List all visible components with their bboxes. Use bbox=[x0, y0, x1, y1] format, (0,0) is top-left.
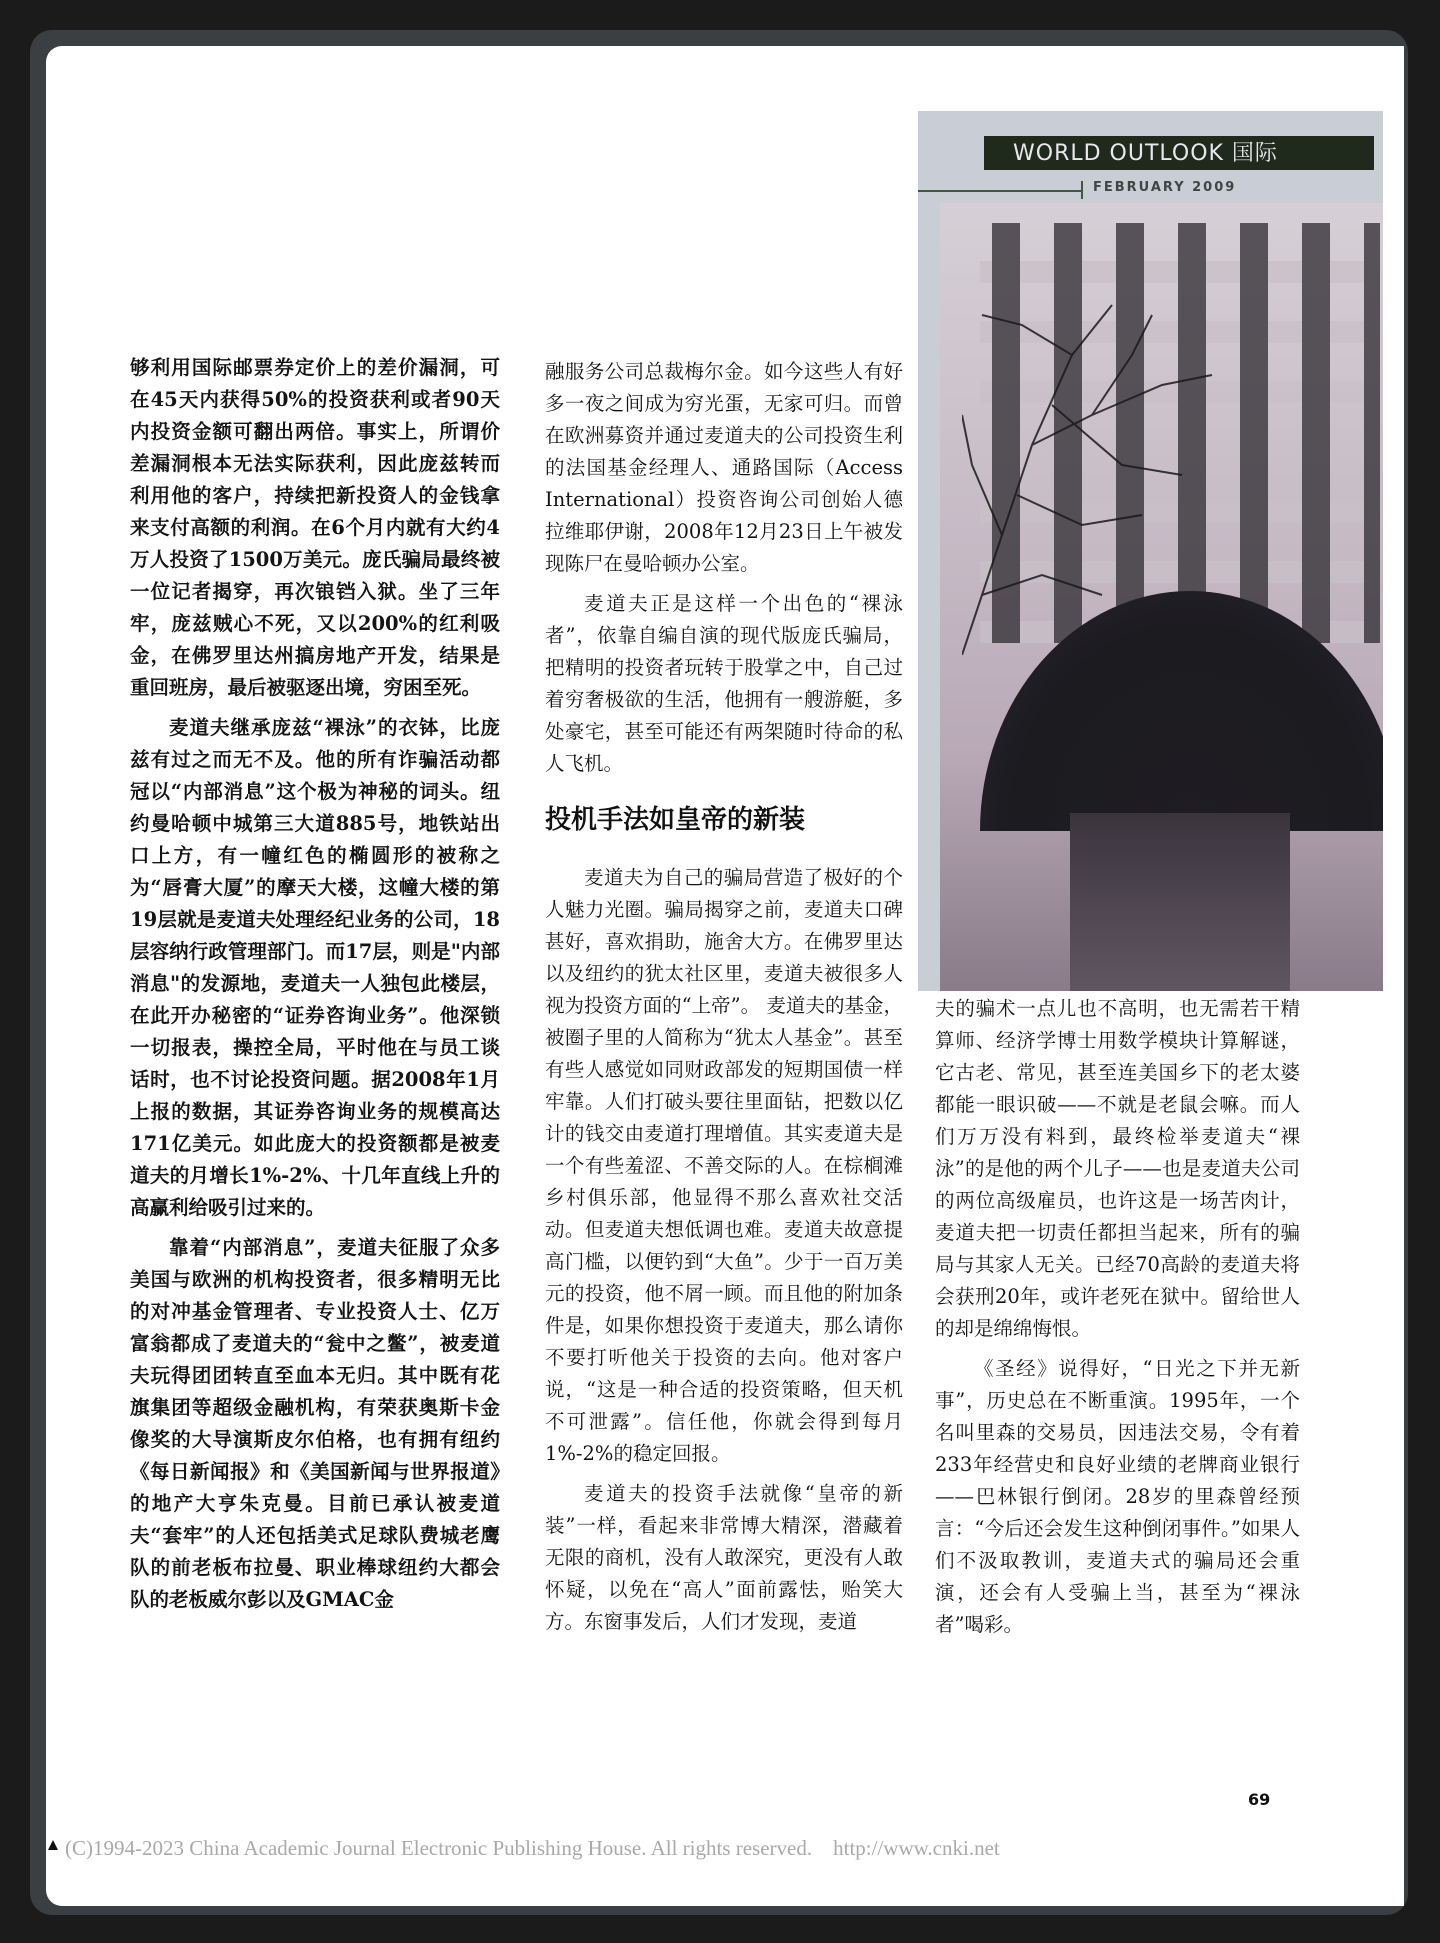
copyright-notice: (C)1994-2023 China Academic Journal Electronic Publishing House. All rights reserved. http://www.cnki.net bbox=[65, 1836, 1000, 1860]
section-title: WORLD OUTLOOK 国际 bbox=[1013, 141, 1278, 166]
masthead-divider bbox=[1081, 181, 1083, 199]
entrance-door bbox=[1070, 813, 1290, 991]
masthead-rule bbox=[918, 190, 1081, 192]
paragraph: 麦道夫为自己的骗局营造了极好的个人魅力光圈。骗局揭穿之前，麦道夫口碑甚好，喜欢捐助，施舍大方。在佛罗里达以及纽约的犹太社区里，麦道夫被很多人视为投资方面的“上帝”。 麦道夫的基金，被圈子里的人简称为“犹太人基金”。甚至有些人感觉如同财政部发的短期国债一样牢靠。人们打破头要往里面钻，把数以亿计的钱交由麦道打理增值。其实麦道夫是一个有些羞涩、不善交际的人。在棕榈滩乡村俱乐部，他显得不那么喜欢社交活动。但麦道夫想低调也难。麦道夫故意提高门槛，以便钓到“大鱼”。少于一百万美元的投资，他不屑一顾。而且他的附加条件是，如果你想投资于麦道夫，那么请你不要打听他关于投资的去向。他对客户说，“这是一种合适的投资策略，但天机不可泄露”。信任他，你就会得到每月1%-2%的稳定回报。 bbox=[545, 866, 903, 1465]
paragraph: 融服务公司总裁梅尔金。如今这些人有好多一夜之间成为穷光蛋，无家可归。而曾在欧洲募资并通过麦道夫的公司投资生利的法国基金经理人、通路国际（Access International）投资咨询公司创始人德拉维耶伊谢，2008年12月23日上午被发现陈尸在曼哈顿办公室。 bbox=[545, 360, 903, 575]
page-number: 69 bbox=[1248, 1790, 1271, 1809]
paragraph: 靠着“内部消息”，麦道夫征服了众多美国与欧洲的机构投资者，很多精明无比的对冲基金管理者、专业投资人士、亿万富翁都成了麦道夫的“瓮中之鳖”，被麦道夫玩得团团转直至血本无归。其中既有花旗集团等超级金融机构，有荣获奥斯卡金像奖的大导演斯皮尔伯格，也有拥有纽约《每日新闻报》和《美国新闻与世界报道》的地产大亨朱克曼。目前已承认被麦道夫“套牢”的人还包括美式足球队费城老鹰队的前老板布拉曼、职业棒球纽约大都会队的老板威尔彭以及GMAC金 bbox=[130, 1236, 500, 1611]
paragraph: 夫的骗术一点儿也不高明，也无需若干精算师、经济学博士用数学模块计算解谜，它古老、常见，甚至连美国乡下的老太婆都能一眼识破——不就是老鼠会嘛。而人们万万没有料到，最终检举麦道夫“裸泳”的是他的两个儿子——也是麦道夫公司的两位高级雇员，也许这是一场苦肉计，麦道夫把一切责任都担当起来，所有的骗局与其家人无关。已经70高龄的麦道夫将会获刑20年，或许老死在狱中。留给世人的却是绵绵悔恨。 bbox=[935, 997, 1300, 1340]
paragraph: 麦道夫正是这样一个出色的“裸泳者”，依靠自编自演的现代版庞氏骗局，把精明的投资者玩转于股掌之中，自己过着穷奢极欲的生活，他拥有一艘游艇，多处豪宅，甚至可能还有两架随时待命的私人飞机。 bbox=[545, 592, 903, 775]
paragraph: 麦道夫的投资手法就像“皇帝的新装”一样，看起来非常博大精深，潜藏着无限的商机，没有人敢深究，更没有人敢怀疑，以免在“高人”面前露怯，贻笑大方。东窗事发后，人们才发现，麦道 bbox=[545, 1482, 903, 1633]
article-column-2 bbox=[545, 356, 903, 1638]
paragraph: 够利用国际邮票券定价上的差价漏洞，可在45天内获得50%的投资获利或者90天内投资金额可翻出两倍。事实上，所谓价差漏洞根本无法实际获利，因此庞兹转而利用他的客户，持续把新投资人的金钱拿来支付高额的利润。在6个月内就有大约4万人投资了1500万美元。庞氏骗局最终被一位记者揭穿，再次锒铛入狱。坐了三年牢，庞兹贼心不死，又以200%的红利吸金，在佛罗里达州搞房地产开发，结果是重回班房，最后被驱逐出境，穷困至死。 bbox=[130, 356, 500, 699]
article-column-1 bbox=[130, 352, 500, 1616]
article-column-3 bbox=[935, 993, 1300, 1641]
issue-date: FEBRUARY 2009 bbox=[1093, 180, 1237, 195]
article-photo bbox=[918, 111, 1383, 991]
paragraph: 《圣经》说得好，“日光之下并无新事”，历史总在不断重演。1995年，一个名叫里森的交易员，因违法交易，令有着233年经营史和良好业绩的老牌商业银行——巴林银行倒闭。28岁的里森曾经预言：“今后还会发生这种倒闭事件。”如果人们不汲取教训，麦道夫式的骗局还会重演，还会有人受骗上当，甚至为“裸泳者”喝彩。 bbox=[935, 1357, 1300, 1636]
building-facade bbox=[940, 203, 1383, 991]
page-marker-icon bbox=[48, 1840, 58, 1850]
paragraph: 麦道夫继承庞兹“裸泳”的衣钵，比庞兹有过之而无不及。他的所有诈骗活动都冠以“内部消息”这个极为神秘的词头。纽约曼哈顿中城第三大道885号，地铁站出口上方，有一幢红色的椭圆形的被称之为“唇膏大厦”的摩天大楼，这幢大楼的第19层就是麦道夫处理经纪业务的公司，18层容纳行政管理部门。而17层，则是"内部消息"的发源地，麦道夫一人独包此楼层，在此开办秘密的“证券咨询业务”。他深锁一切报表，操控全局，平时他在与员工谈话时，也不讨论投资问题。据2008年1月上报的数据，其证券咨询业务的规模高达171亿美元。如此庞大的投资额都是被麦道夫的月增长1%-2%、十几年直线上升的高赢利给吸引过来的。 bbox=[130, 716, 500, 1219]
section-heading: 投机手法如皇帝的新装 bbox=[545, 805, 806, 835]
